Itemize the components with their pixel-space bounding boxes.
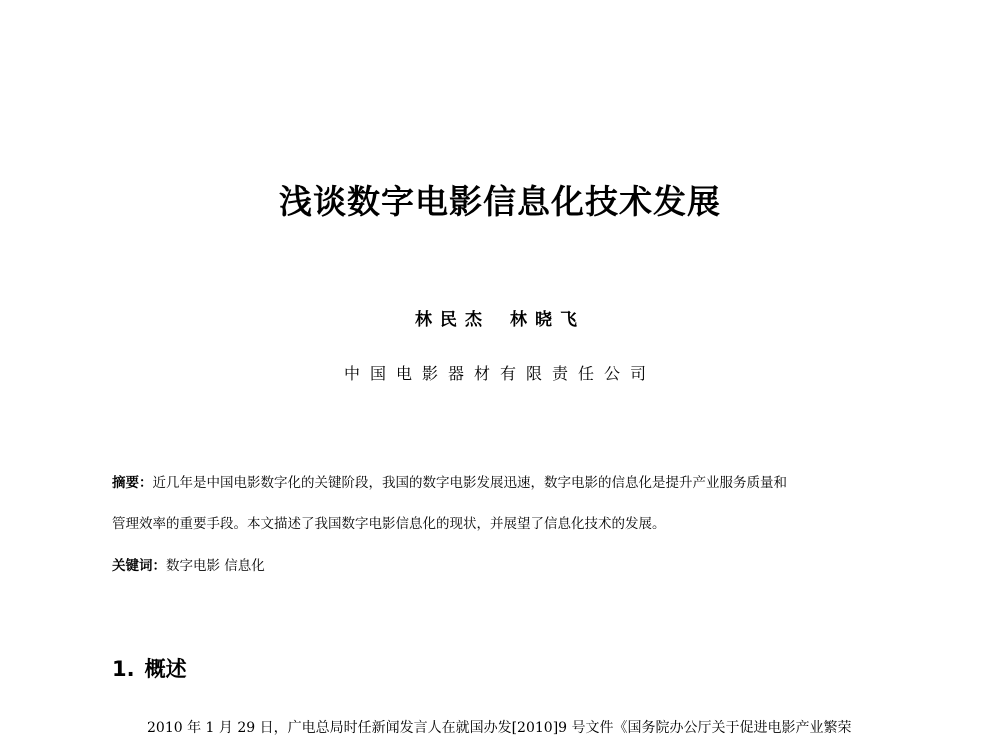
section-title: 概述 bbox=[144, 657, 187, 681]
author-name: 林民杰 bbox=[415, 310, 490, 330]
abstract-text: 近几年是中国电影数字化的关键阶段，我国的数字电影发展迅速，数字电影的信息化是提升产业服务质量和 bbox=[152, 475, 787, 491]
paper-title: 浅谈数字电影信息化技术发展 bbox=[279, 182, 721, 221]
keywords-value: 数字电影 信息化 bbox=[166, 558, 265, 574]
body-paragraph-line: 2010 年 1 月 29 日，广电总局时任新闻发言人在就国办发[2010]9 号文件《国务院办公厅关于促进电影产业繁荣 bbox=[147, 720, 852, 736]
author-list bbox=[0, 308, 1000, 332]
keywords-line bbox=[112, 556, 902, 576]
section-number: 1. bbox=[112, 657, 135, 681]
abstract-line bbox=[112, 473, 902, 493]
author-affiliation: 中国电影器材有限责任公司 bbox=[343, 364, 656, 383]
keywords-label: 关键词： bbox=[112, 558, 166, 574]
section-heading bbox=[112, 655, 187, 683]
abstract-line bbox=[112, 514, 902, 534]
author-name: 林晓飞 bbox=[510, 310, 585, 330]
abstract-label: 摘要： bbox=[112, 475, 153, 491]
abstract-text: 管理效率的重要手段。本文描述了我国数字电影信息化的现状，并展望了信息化技术的发展。 bbox=[112, 516, 666, 532]
